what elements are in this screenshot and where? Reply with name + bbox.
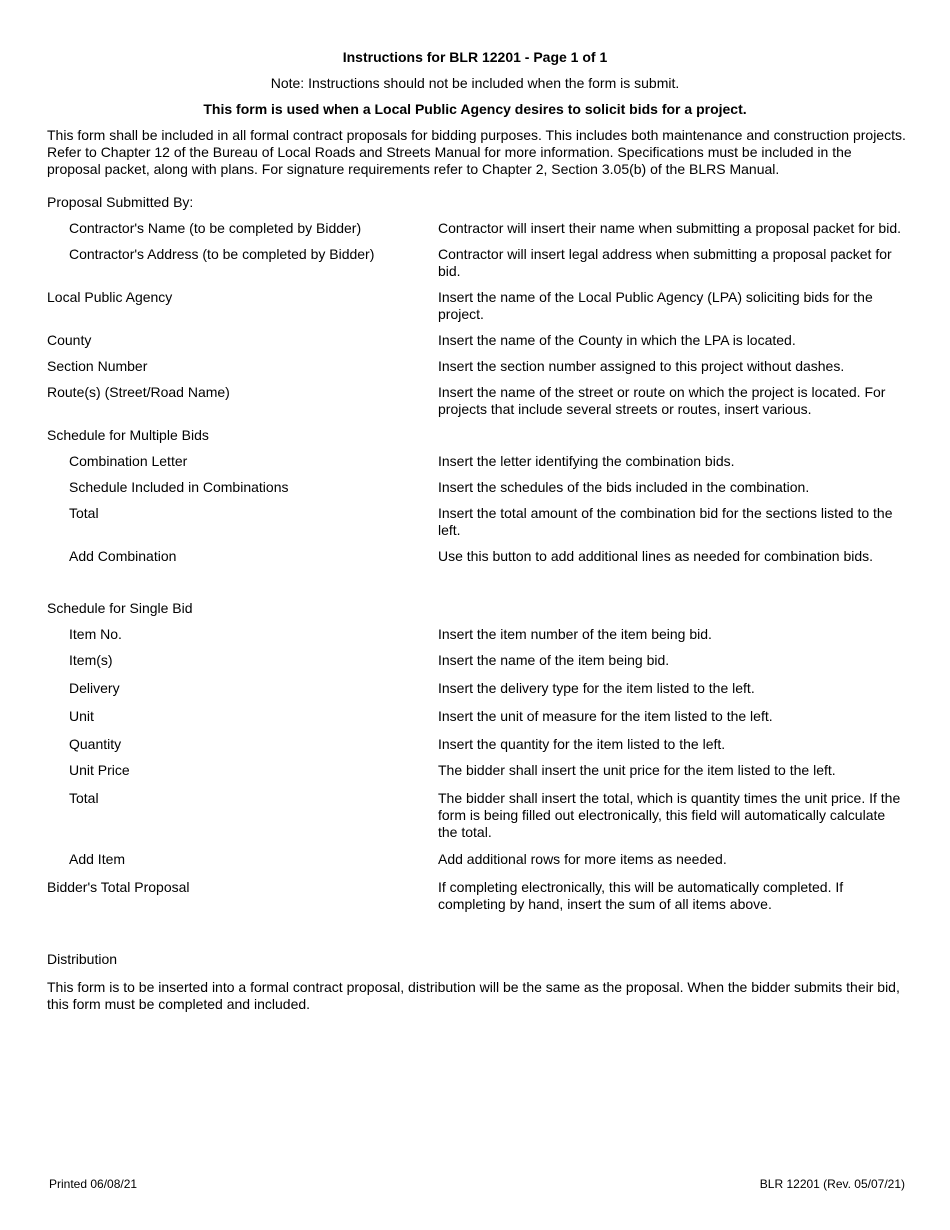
distribution-paragraph: This form is to be inserted into a formal contract proposal, distribution will be the same as the proposal. When the bidder submits their bid, this form must be completed and included. [47, 979, 900, 1012]
field-desc-item-no: Insert the item number of the item being bid. [438, 626, 712, 642]
field-label-section-number: Section Number [47, 358, 148, 374]
field-label-item-total: Total [69, 790, 99, 806]
field-label-add-item: Add Item [69, 851, 126, 867]
field-desc-combination-letter: Insert the letter identifying the combination bids. [438, 453, 735, 469]
field-label-unit-price: Unit Price [69, 762, 130, 778]
field-label-item-no: Item No. [69, 626, 122, 642]
form-revision-id: BLR 12201 (Rev. 05/07/21) [759, 1177, 905, 1191]
field-label-routes: Route(s) (Street/Road Name) [47, 384, 230, 400]
field-label-combination-total: Total [69, 505, 99, 521]
field-label-quantity: Quantity [69, 736, 122, 752]
field-desc-local-public-agency: Insert the name of the Local Public Agency (LPA) soliciting bids for the project. [438, 289, 873, 322]
field-label-local-public-agency: Local Public Agency [47, 289, 173, 305]
field-label-bidders-total: Bidder's Total Proposal [47, 879, 190, 895]
field-desc-county: Insert the name of the County in which the LPA is located. [438, 332, 796, 348]
field-desc-unit: Insert the unit of measure for the item listed to the left. [438, 708, 773, 724]
field-label-unit: Unit [69, 708, 94, 724]
printed-date: Printed 06/08/21 [49, 1177, 138, 1191]
field-desc-bidders-total: If completing electronically, this will be automatically completed. If completing by hand, insert the sum of all items above. [438, 879, 844, 912]
field-desc-routes: Insert the name of the street or route on which the project is located. For projects that include several streets or routes, insert various. [438, 384, 886, 417]
field-desc-section-number: Insert the section number assigned to this project without dashes. [438, 358, 845, 374]
field-desc-items: Insert the name of the item being bid. [438, 652, 670, 668]
field-label-county: County [47, 332, 92, 348]
section-heading-multiple-bids: Schedule for Multiple Bids [47, 427, 209, 443]
section-heading-distribution: Distribution [47, 951, 118, 967]
field-desc-combination-total: Insert the total amount of the combination bid for the sections listed to the left. [438, 505, 893, 538]
field-desc-add-combination: Use this button to add additional lines as needed for combination bids. [438, 548, 874, 564]
field-desc-contractor-name: Contractor will insert their name when submitting a proposal packet for bid. [438, 220, 901, 236]
field-label-schedule-included: Schedule Included in Combinations [69, 479, 289, 495]
field-label-add-combination: Add Combination [69, 548, 177, 564]
page-title: Instructions for BLR 12201 - Page 1 of 1 [342, 49, 608, 65]
field-label-delivery: Delivery [69, 680, 120, 696]
section-heading-proposal-submitted-by: Proposal Submitted By: [47, 194, 194, 210]
intro-paragraph: This form shall be included in all formal contract proposals for bidding purposes. This includes both maintenance and construction projects. Refer to Chapter 12 of the Bureau of Local Roads and Streets Manual for more information. Specifications must be included in the proposal packet, along with plans. For signature requirements refer to Chapter 2, Section 3.05(b) of the BLRS Manual. [47, 127, 906, 177]
field-desc-unit-price: The bidder shall insert the unit price for the item listed to the left. [438, 762, 836, 778]
submission-note: Note: Instructions should not be included when the form is submit. [270, 75, 680, 91]
field-label-contractor-name: Contractor's Name (to be completed by Bidder) [69, 220, 362, 236]
section-heading-single-bid: Schedule for Single Bid [47, 600, 193, 616]
field-desc-schedule-included: Insert the schedules of the bids included in the combination. [438, 479, 810, 495]
field-desc-quantity: Insert the quantity for the item listed to the left. [438, 736, 726, 752]
field-desc-delivery: Insert the delivery type for the item listed to the left. [438, 680, 755, 696]
field-label-contractor-address: Contractor's Address (to be completed by Bidder) [69, 246, 375, 262]
field-desc-contractor-address: Contractor will insert legal address when submitting a proposal packet for bid. [438, 246, 892, 279]
field-label-items: Item(s) [69, 652, 113, 668]
field-label-combination-letter: Combination Letter [69, 453, 188, 469]
form-purpose: This form is used when a Local Public Agency desires to solicit bids for a project. [203, 101, 747, 117]
field-desc-add-item: Add additional rows for more items as needed. [438, 851, 727, 867]
field-desc-item-total: The bidder shall insert the total, which is quantity times the unit price. If the form is being filled out electronically, this field will automatically calculate the total. [438, 790, 901, 840]
